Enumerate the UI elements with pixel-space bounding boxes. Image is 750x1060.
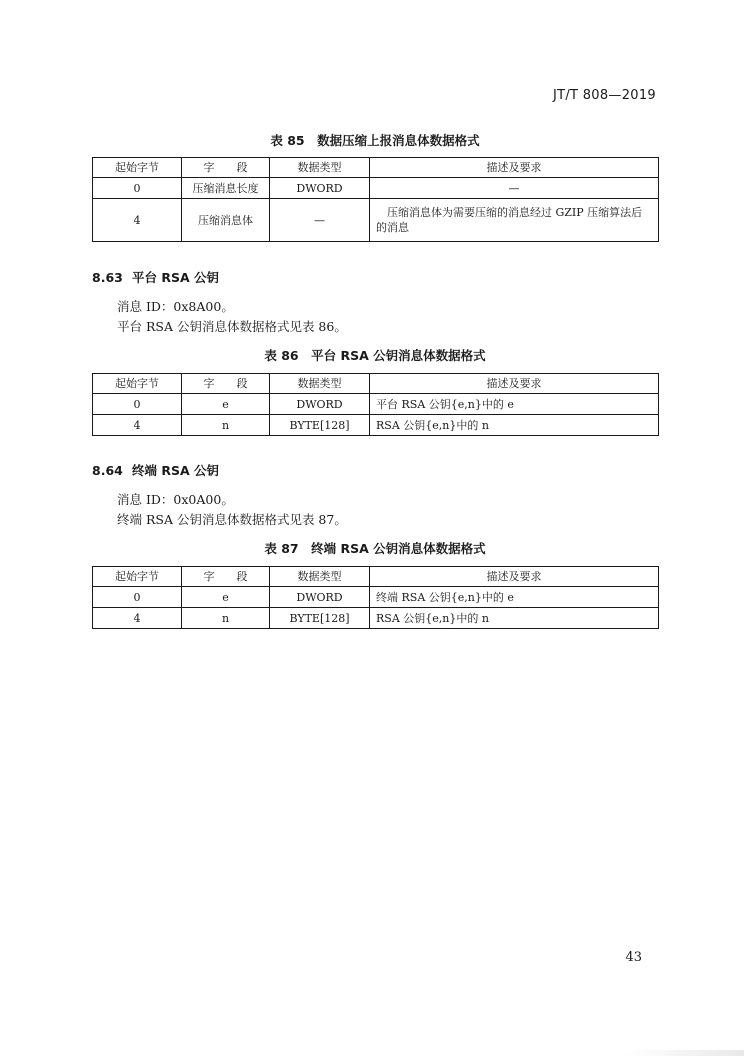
cell-description: — [370, 178, 659, 199]
cell-field: n [182, 608, 270, 629]
message-id-line: 消息 ID：0x0A00。 [117, 492, 234, 507]
header-start-byte: 起始字节 [93, 374, 182, 394]
table-row [93, 587, 659, 608]
table-row [93, 394, 659, 415]
header-description: 描述及要求 [370, 158, 659, 178]
cell-data-type: BYTE[128] [270, 415, 370, 436]
section-number: 8.63 [92, 270, 123, 285]
cell-description: 终端 RSA 公钥{e,n}中的 e [370, 587, 659, 608]
cell-description [370, 199, 659, 242]
cell-start-byte: 4 [93, 199, 182, 242]
table-row [93, 199, 659, 242]
scan-edge-shade [624, 1050, 744, 1056]
format-reference-line: 终端 RSA 公钥消息体数据格式见表 87。 [117, 512, 347, 527]
table-row [93, 608, 659, 629]
cell-field: 压缩消息体 [182, 199, 270, 242]
page-number: 43 [625, 950, 642, 965]
cell-data-type: DWORD [270, 178, 370, 199]
cell-field: n [182, 415, 270, 436]
table-header-row [93, 374, 659, 394]
cell-field: 压缩消息长度 [182, 178, 270, 199]
header-start-byte: 起始字节 [93, 158, 182, 178]
header-data-type: 数据类型 [270, 567, 370, 587]
cell-start-byte: 4 [93, 608, 182, 629]
cell-start-byte: 0 [93, 178, 182, 199]
header-description: 描述及要求 [370, 374, 659, 394]
cell-data-type: BYTE[128] [270, 608, 370, 629]
table-row [93, 178, 659, 199]
section-8-63-heading [92, 268, 219, 286]
cell-start-byte: 4 [93, 415, 182, 436]
header-start-byte: 起始字节 [93, 567, 182, 587]
table-86 [92, 373, 659, 436]
message-id-line: 消息 ID：0x8A00。 [117, 299, 234, 314]
table-header-row [93, 158, 659, 178]
standard-code: JT/T 808—2019 [552, 88, 656, 103]
cell-description: RSA 公钥{e,n}中的 n [370, 608, 659, 629]
header-field: 字 段 [182, 567, 270, 587]
cell-data-type: — [270, 199, 370, 242]
header-description: 描述及要求 [370, 567, 659, 587]
section-8-64-heading [92, 461, 219, 479]
header-field: 字 段 [182, 374, 270, 394]
table-87 [92, 566, 659, 629]
header-data-type: 数据类型 [270, 158, 370, 178]
table-header-row [93, 567, 659, 587]
cell-data-type: DWORD [270, 394, 370, 415]
cell-description: RSA 公钥{e,n}中的 n [370, 415, 659, 436]
table-87-caption: 表 87 终端 RSA 公钥消息体数据格式 [264, 541, 486, 556]
table-85 [92, 157, 659, 242]
table-row [93, 415, 659, 436]
cell-description: 平台 RSA 公钥{e,n}中的 e [370, 394, 659, 415]
header-field: 字 段 [182, 158, 270, 178]
cell-start-byte: 0 [93, 587, 182, 608]
header-data-type: 数据类型 [270, 374, 370, 394]
cell-field: e [182, 394, 270, 415]
table-86-caption: 表 86 平台 RSA 公钥消息体数据格式 [264, 348, 486, 363]
description-text: 压缩消息体为需要压缩的消息经过 GZIP 压缩算法后的消息 [376, 206, 643, 234]
cell-start-byte: 0 [93, 394, 182, 415]
section-number: 8.64 [92, 463, 123, 478]
format-reference-line: 平台 RSA 公钥消息体数据格式见表 86。 [117, 319, 347, 334]
cell-data-type: DWORD [270, 587, 370, 608]
table-85-caption: 表 85 数据压缩上报消息体数据格式 [270, 133, 480, 148]
section-title: 平台 RSA 公钥 [132, 270, 220, 285]
cell-field: e [182, 587, 270, 608]
section-title: 终端 RSA 公钥 [132, 463, 220, 478]
